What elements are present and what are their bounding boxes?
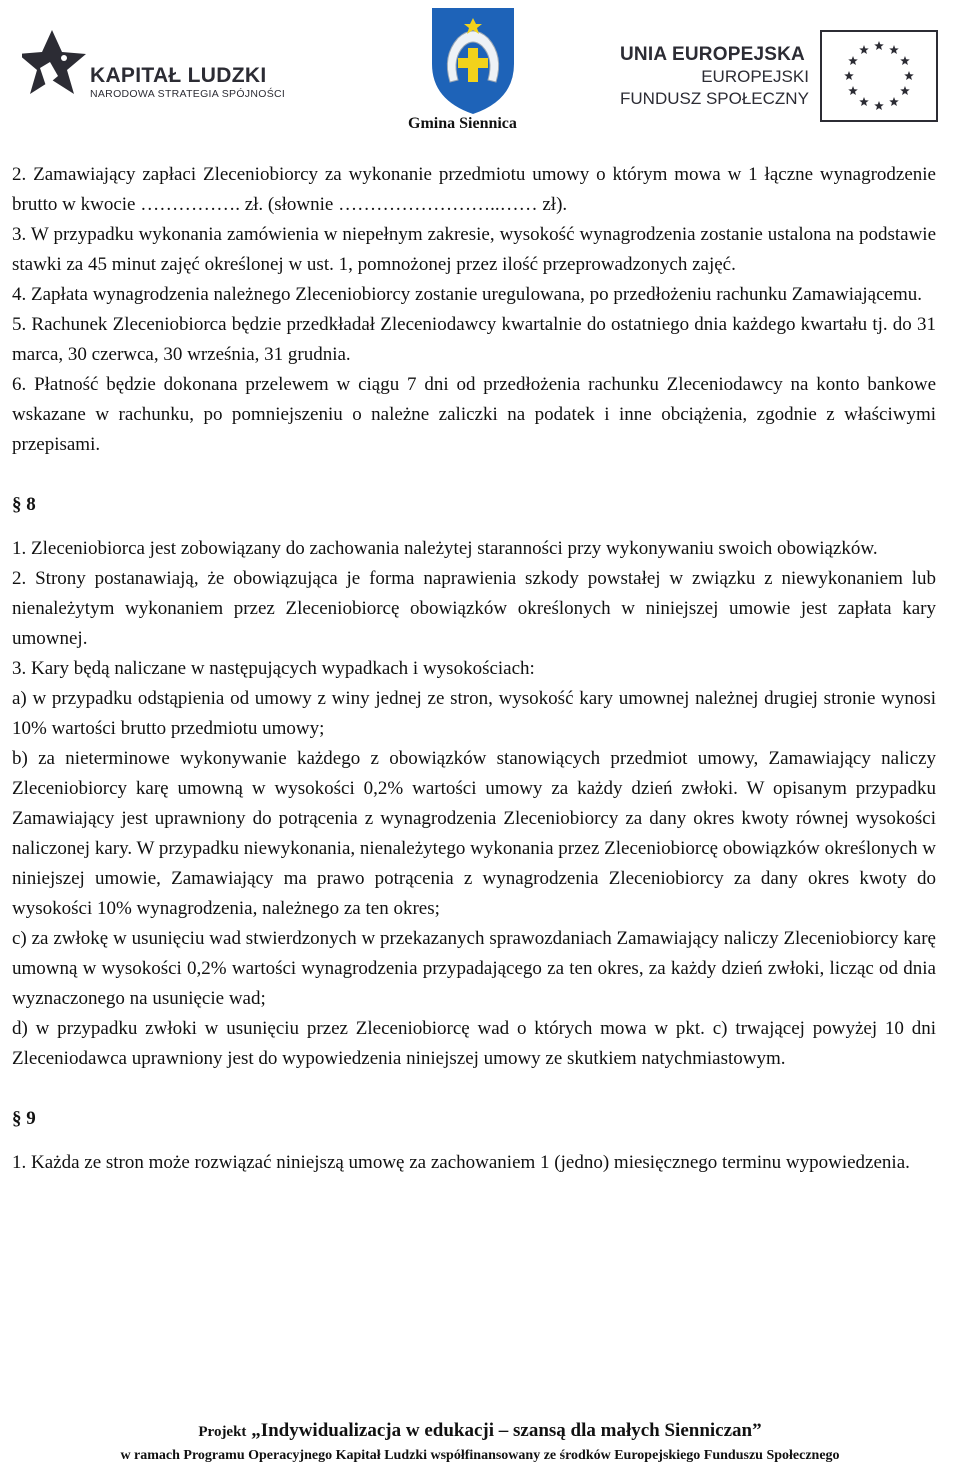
paragraph-payment-5: 6. Płatność będzie dokonana przelewem w ciągu 7 dni od przedłożenia rachunku Zleceniodawcy na konto bankowe wskazane w rachunku, po pomniejszeniu o należne zaliczki na podatek i inne obciążenia, zgodnie z właściwymi przepisami. <box>12 374 936 455</box>
paragraph-penalty-3: 3. Kary będą naliczane w następujących wypadkach i wysokościach: <box>12 658 535 679</box>
paragraph-payment-1: 2. Zamawiający zapłaci Zleceniobiorcy za wykonanie przedmiotu umowy o którym mowa w 1 łączne wynagrodzenie brutto w kwocie ……………. zł. (słownie ……………………..…… zł). <box>12 164 936 215</box>
eu-logo-text <box>620 44 809 110</box>
paragraph-penalty-4: a) w przypadku odstąpienia od umowy z winy jednej ze stron, wysokość kary umownej należnej drugiej stronie wynosi 10% wartości brutto przedmiotu umowy; <box>12 688 936 739</box>
kapital-ludzki-star-icon <box>22 30 86 94</box>
paragraph-payment-4: 5. Rachunek Zleceniobiorca będzie przedkładał Zleceniodawcy kwartalnie do ostatniego dnia każdego kwartału tj. do 31 marca, 30 czerwca, 30 września, 31 grudnia. <box>12 314 936 365</box>
eu-line-3: FUNDUSZ SPOŁECZNY <box>620 89 809 108</box>
paragraph-penalty-6: c) za zwłokę w usunięciu wad stwierdzonych w przekazanych sprawozdaniach Zamawiający naliczy Zleceniobiorcy karę umowną w wysokości 0,2% wartości wynagrodzenia przypadającego za ten okres, za każdy dzień zwłoki, licząc od dnia wyznaczonego na usunięcie wad; <box>12 928 936 1009</box>
page-footer <box>0 1418 960 1467</box>
section-8-heading: § 8 <box>12 494 36 515</box>
eu-line-2: EUROPEJSKI <box>701 67 809 86</box>
footer-project-title: „Indywidualizacja w edukacji – szansą dla małych Sienniczan” <box>251 1420 762 1441</box>
paragraph-penalty-7: d) w przypadku zwłoki w usunięciu przez Zleceniobiorcę wad o których mowa w pkt. c) trwającej powyżej 10 dni Zleceniodawca uprawniony jest do wypowiedzenia niniejszej umowy ze skutkiem natychmiastowym. <box>12 1018 936 1069</box>
eu-flag-icon <box>820 30 938 122</box>
page-header <box>0 0 960 140</box>
document-body <box>12 160 936 1178</box>
paragraph-penalty-5: b) za nieterminowe wykonywanie każdego z obowiązków stanowiących przedmiot umowy, Zamawiający naliczy Zleceniobiorcy karę umowną w wysokości 0,2% wartości umowy za każdy dzień zwłoki. W opisanym przypadku Zamawiający jest uprawniony do potrącenia z wynagrodzenia Zleceniobiorcy za dany okres kwoty równej wysokości naliczonej kary. W przypadku niewykonania, nienależytego wykonania przez Zleceniobiorcę obowiązków określonych w niniejszej umowie, Zamawiający ma prawo potrącenia z wynagrodzenia Zleceniobiorcy za dany okres kwoty do wysokości 10% wynagrodzenia, należnego za ten okres; <box>12 748 936 919</box>
paragraph-termination-1: 1. Każda ze stron może rozwiązać niniejszą umowę za zachowaniem 1 (jedno) miesięcznego terminu wypowiedzenia. <box>12 1152 910 1173</box>
paragraph-penalty-2: 2. Strony postanawiają, że obowiązująca je forma naprawienia szkody powstałej w związku z niewykonaniem lub nienależytym wykonaniem przez Zleceniobiorcę obowiązków określonych w niniejszej umowie jest zapłata kary umownej. <box>12 568 936 649</box>
paragraph-payment-2: 3. W przypadku wykonania zamówienia w niepełnym zakresie, wysokość wynagrodzenia zostanie ustalona na podstawie stawki za 45 minut zajęć określonej w ust. 1, pomnożonej przez ilość przeprowadzonych zajęć. <box>12 224 936 275</box>
kapital-ludzki-title: KAPITAŁ LUDZKI <box>90 64 267 87</box>
paragraph-payment-3: 4. Zapłata wynagrodzenia należnego Zleceniobiorcy zostanie uregulowana, po przedłożeniu rachunku Zamawiającemu. <box>12 284 923 305</box>
eu-title: UNIA EUROPEJSKA <box>620 44 805 65</box>
section-9-heading: § 9 <box>12 1108 36 1129</box>
gmina-name: Gmina Siennica <box>408 115 517 132</box>
paragraph-penalty-1: 1. Zleceniobiorca jest zobowiązany do zachowania należytej staranności przy wykonywaniu swoich obowiązków. <box>12 538 878 559</box>
footer-project-label: Projekt <box>198 1424 247 1440</box>
gmina-crest-icon <box>428 4 518 116</box>
kapital-ludzki-subtitle: NARODOWA STRATEGIA SPÓJNOŚCI <box>90 88 286 100</box>
footer-funding: w ramach Programu Operacyjnego Kapitał Ludzki współfinansowany ze środków Europejskiego Funduszu Społecznego <box>120 1448 840 1463</box>
